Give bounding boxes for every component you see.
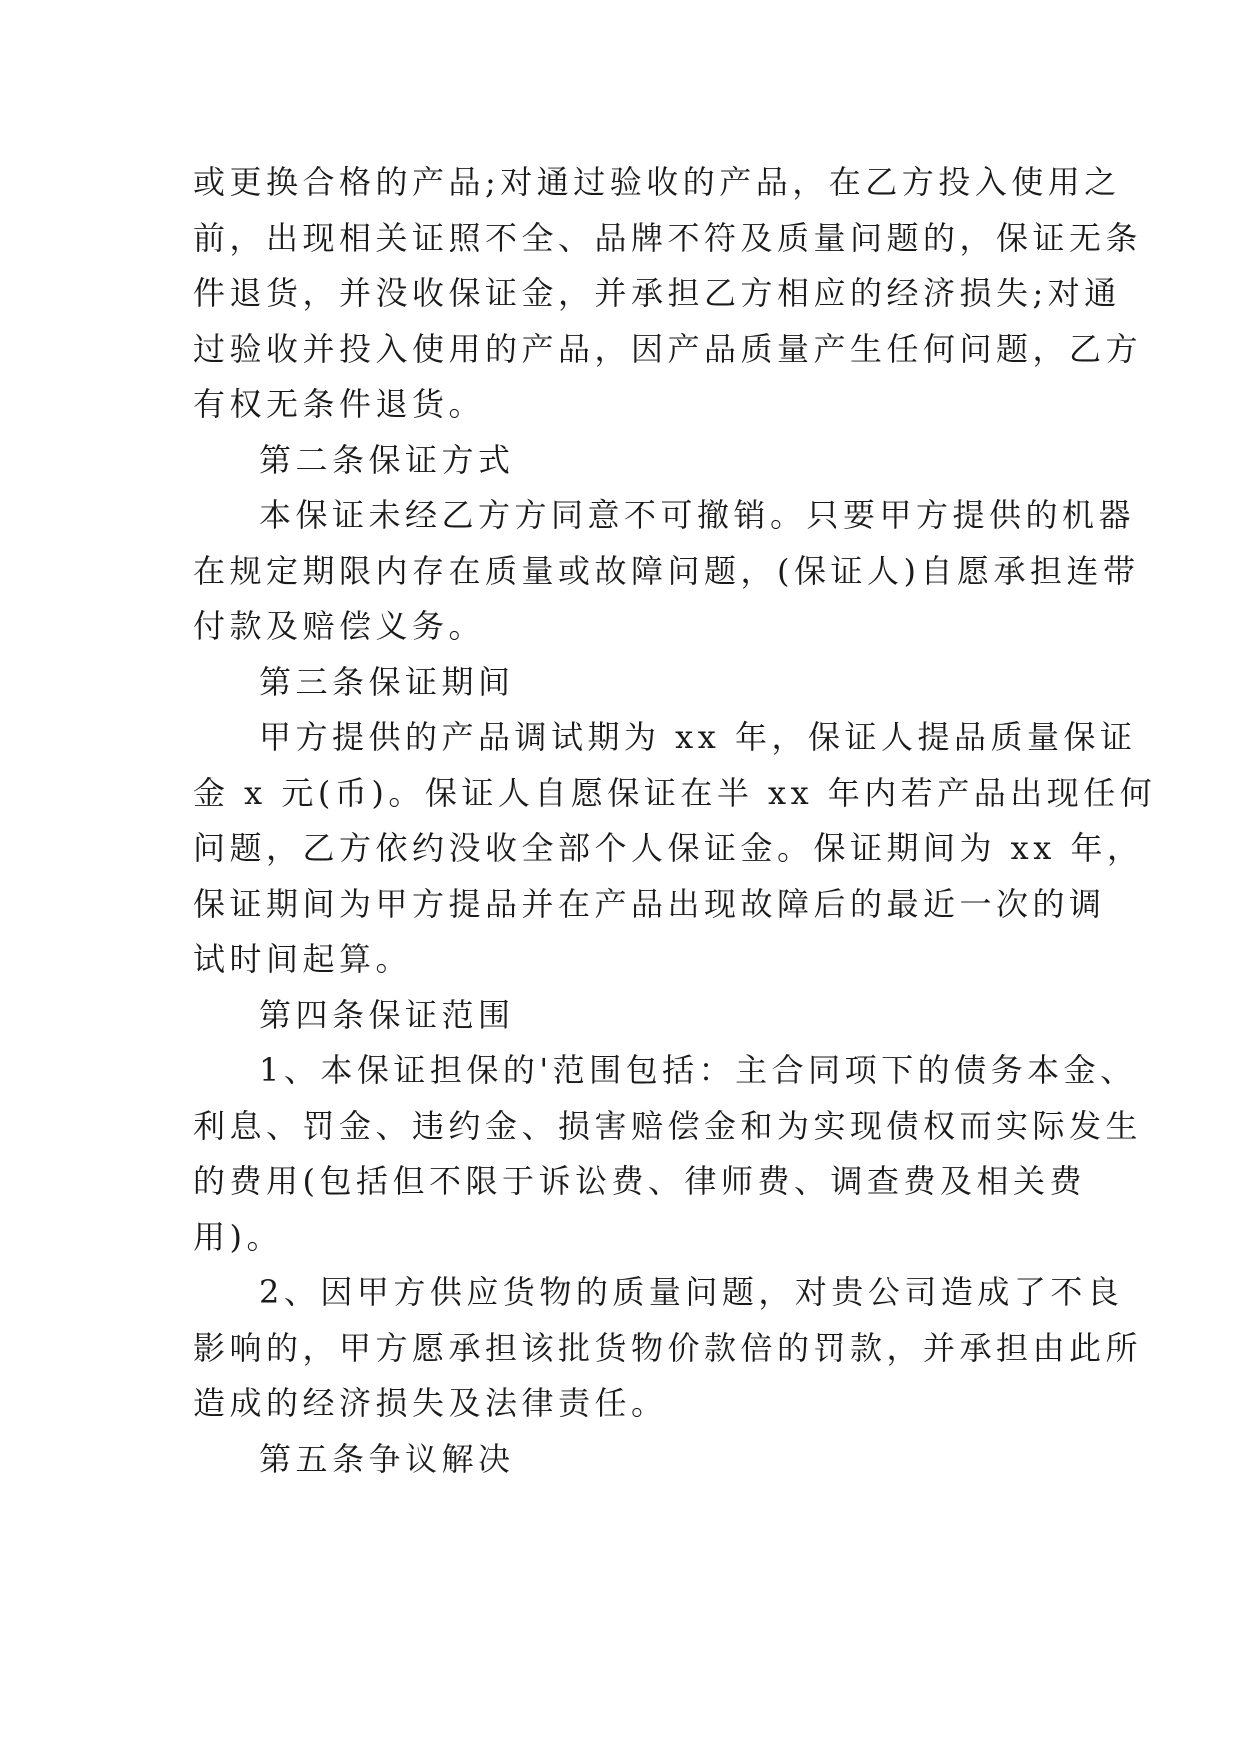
body-line: 或更换合格的产品;对通过验收的产品，在乙方投入使用之 xyxy=(193,163,1121,201)
body-line: 造成的经济损失及法律责任。 xyxy=(193,1384,668,1422)
body-line: 件退货，并没收保证金，并承担乙方相应的经济损失;对通 xyxy=(193,274,1121,312)
body-line: 在规定期限内存在质量或故障问题，(保证人)自愿承担连带 xyxy=(193,551,1140,590)
paragraph-first-line: 本保证未经乙方方同意不可撤销。只要甲方提供的机器 xyxy=(259,496,1136,534)
body-line: 问题，乙方依约没收全部个人保证金。保证期间为 xx 年， xyxy=(193,829,1144,867)
section-heading-4: 第四条保证范围 xyxy=(259,995,515,1034)
body-line: 影响的，甲方愿承担该批货物价款倍的罚款，并承担由此所 xyxy=(193,1328,1143,1367)
body-line: 试时间起算。 xyxy=(193,940,413,978)
body-line: 过验收并投入使用的产品，因产品质量产生任何问题，乙方 xyxy=(193,329,1143,368)
body-line: 用)。 xyxy=(193,1217,283,1256)
body-line: 利息、罚金、违约金、损害赔偿金和为实现债权而实际发生 xyxy=(193,1106,1143,1145)
body-line: 前，出现相关证照不全、品牌不符及质量问题的，保证无条 xyxy=(193,218,1143,257)
body-line: 的费用(包括但不限于诉讼费、律师费、调查费及相关费 xyxy=(193,1162,1086,1200)
document-body xyxy=(193,155,1157,1487)
section-heading-3: 第三条保证期间 xyxy=(259,662,515,701)
paragraph-first-line: 甲方提供的产品调试期为 xx 年，保证人提品质量保证 xyxy=(259,718,1137,756)
body-line: 付款及赔偿义务。 xyxy=(193,607,486,645)
body-line: 保证期间为甲方提品并在产品出现故障后的最近一次的调 xyxy=(193,884,1106,923)
paragraph-first-line: 1、本保证担保的'范围包括：主合同项下的债务本金、 xyxy=(259,1051,1137,1089)
body-line: 金 x 元(币)。保证人自愿保证在半 xx 年内若产品出现任何 xyxy=(193,773,1157,812)
paragraph-first-line: 2、因甲方供应货物的质量问题，对贵公司造成了不良 xyxy=(259,1273,1124,1311)
section-heading-2: 第二条保证方式 xyxy=(259,440,515,479)
section-heading-5: 第五条争议解决 xyxy=(259,1439,515,1478)
body-line: 有权无条件退货。 xyxy=(193,385,486,423)
